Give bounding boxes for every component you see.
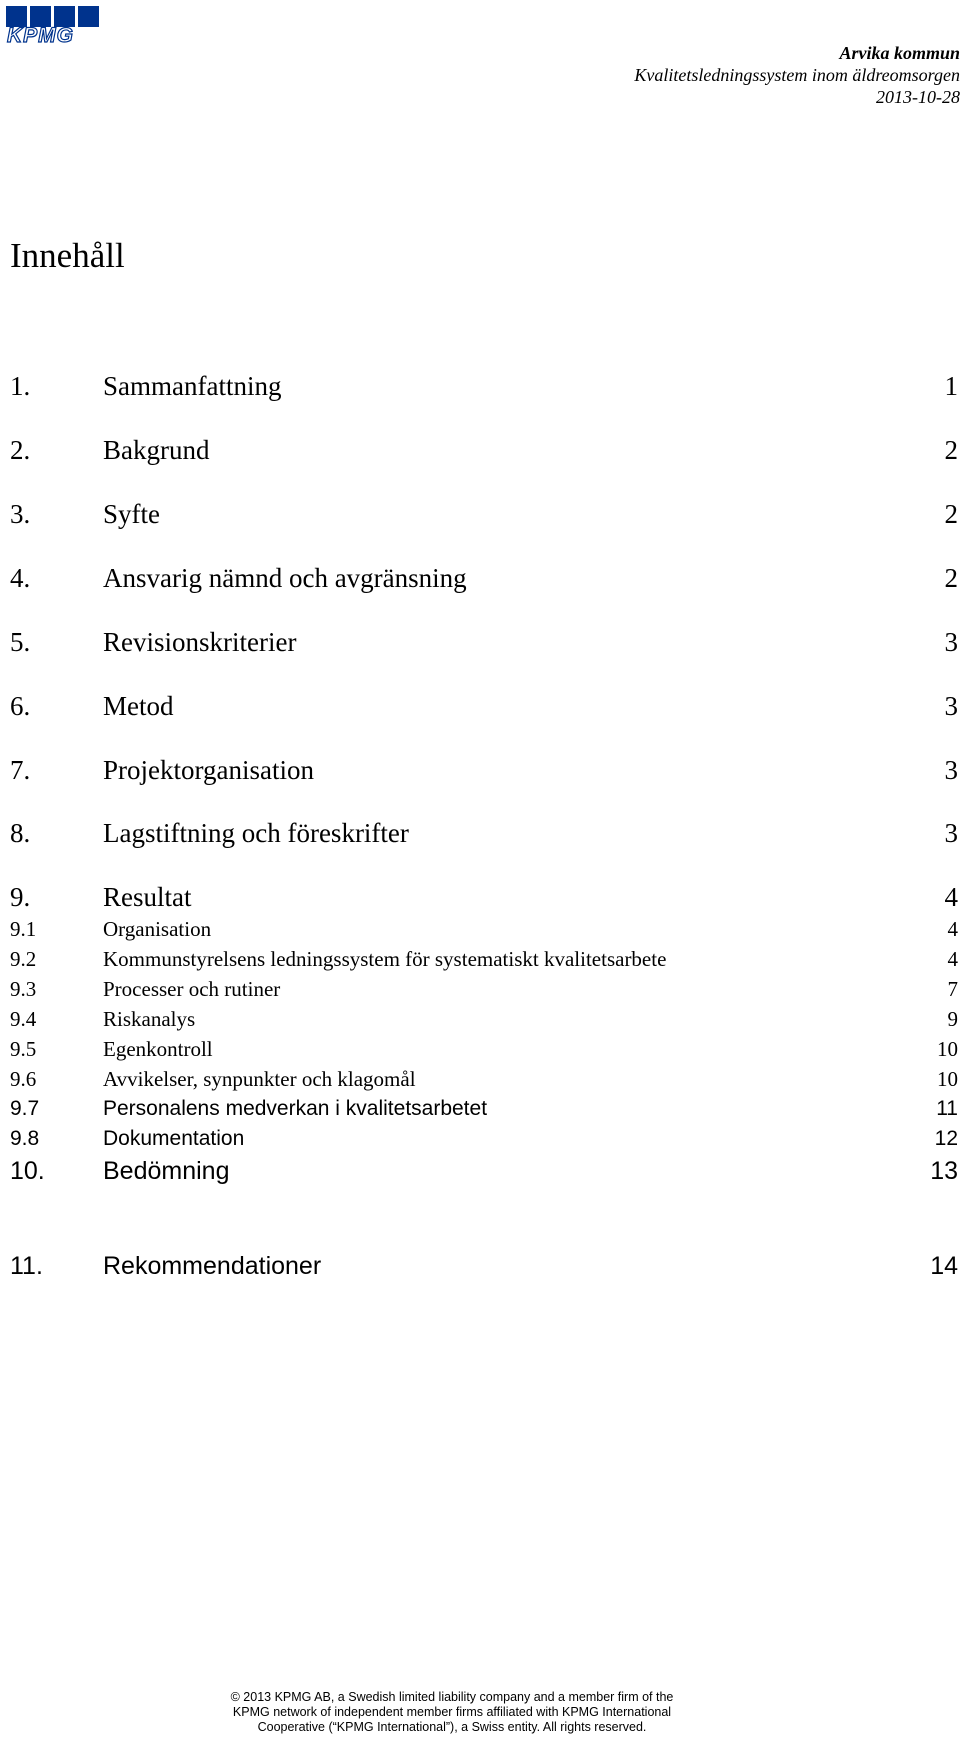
toc-entry-page: 10: [937, 1037, 958, 1061]
toc-entry-number: 9.2: [10, 947, 37, 971]
toc-entry-label: Avvikelser, synpunkter och klagomål: [103, 1067, 416, 1091]
toc-entry-page: 4: [947, 947, 958, 971]
toc-subentry[interactable]: [10, 1096, 960, 1126]
toc-entry-label: Processer och rutiner: [103, 977, 281, 1001]
toc-entry-number: 4.: [10, 563, 31, 593]
toc-subentry[interactable]: [10, 976, 960, 1006]
toc-entry-page: 2: [944, 563, 958, 593]
toc-entry-page: 13: [930, 1157, 958, 1185]
toc-entry-page: 4: [947, 917, 958, 941]
toc-entry-label: Rekommendationer: [103, 1252, 322, 1280]
toc-entry[interactable]: [10, 498, 960, 528]
toc-subentry[interactable]: [10, 916, 960, 946]
toc-entry-number: 9.5: [10, 1037, 37, 1061]
toc-entry-number: 5.: [10, 627, 31, 657]
kpmg-logo-graphic: [6, 6, 106, 44]
toc-entry[interactable]: [10, 626, 960, 656]
toc-entry[interactable]: [10, 434, 960, 464]
toc-entry-page: 10: [937, 1067, 958, 1091]
toc-entry-number: 8.: [10, 818, 31, 848]
toc-entry[interactable]: [10, 754, 960, 784]
toc-entry-label: Lagstiftning och föreskrifter: [103, 818, 409, 848]
toc-entry-page: 4: [944, 882, 958, 912]
toc-entry-page: 3: [944, 627, 958, 657]
toc-subentry[interactable]: [10, 1036, 960, 1066]
toc-entry-label: Metod: [103, 691, 174, 721]
toc-entry[interactable]: [10, 690, 960, 720]
toc-entry-number: 7.: [10, 755, 31, 785]
toc-entry-label: Resultat: [103, 882, 192, 912]
toc-entry-number: 1.: [10, 371, 31, 401]
toc-entry-label: Egenkontroll: [103, 1037, 213, 1061]
toc-entry-number: 9.7: [10, 1097, 40, 1120]
toc-subentry[interactable]: [10, 1066, 960, 1096]
toc-entry-page: 12: [934, 1127, 958, 1150]
toc-entry-page: 9: [947, 1007, 958, 1031]
toc-entry-page: 3: [944, 818, 958, 848]
footer-line: © 2013 KPMG AB, a Swedish limited liability company and a member firm of the: [230, 1690, 674, 1704]
toc-entry[interactable]: [10, 1156, 960, 1186]
header-organization: Arvika kommun: [839, 43, 960, 63]
toc-entry-label: Bakgrund: [103, 435, 210, 465]
toc-entry-label: Riskanalys: [103, 1007, 196, 1031]
toc-entry-label: Bedömning: [103, 1157, 230, 1185]
toc-title: Innehåll: [10, 236, 125, 275]
toc-subentry[interactable]: [10, 946, 960, 976]
toc-entry-number: 9.6: [10, 1067, 37, 1091]
footer-line: Cooperative (“KPMG International”), a Swiss entity. All rights reserved.: [257, 1720, 647, 1734]
toc-entry[interactable]: [10, 881, 960, 911]
toc-entry-number: 9.4: [10, 1007, 37, 1031]
toc-entry-page: 2: [944, 435, 958, 465]
toc-entry-label: Projektorganisation: [103, 755, 314, 785]
toc-entry-number: 9.3: [10, 977, 37, 1001]
toc-entry-number: 6.: [10, 691, 31, 721]
toc-entry-page: 3: [944, 755, 958, 785]
toc-entry[interactable]: [10, 562, 960, 592]
header-date: 2013-10-28: [876, 87, 960, 107]
toc-entry-label: Syfte: [103, 499, 160, 529]
toc-entry-page: 14: [930, 1252, 958, 1280]
toc-entry[interactable]: [10, 817, 960, 847]
toc-subentry[interactable]: [10, 1006, 960, 1036]
toc-entry-label: Dokumentation: [103, 1127, 245, 1150]
toc-entry-label: Sammanfattning: [103, 371, 282, 401]
toc-entry-number: 9.: [10, 882, 31, 912]
toc-entry[interactable]: [10, 370, 960, 400]
toc-entry-number: 9.8: [10, 1127, 40, 1150]
toc-entry-page: 2: [944, 499, 958, 529]
footer-line: KPMG network of independent member firms affiliated with KPMG International: [232, 1705, 672, 1719]
toc-entry-number: 2.: [10, 435, 31, 465]
toc-entry-number: 9.1: [10, 917, 37, 941]
toc-entry-label: Personalens medverkan i kvalitetsarbetet: [103, 1097, 488, 1120]
toc-entry-page: 1: [944, 371, 958, 401]
toc-entry-number: 10.: [10, 1157, 45, 1185]
toc-entry-page: 3: [944, 691, 958, 721]
toc-entry-page: 11: [936, 1097, 958, 1120]
kpmg-logo-text: KPMG: [7, 24, 74, 44]
toc-entry-label: Organisation: [103, 917, 212, 941]
header-document-title: Kvalitetsledningssystem inom äldreomsorgen: [634, 65, 960, 85]
copyright-footer: [205, 1690, 699, 1735]
toc-entry-page: 7: [947, 977, 958, 1001]
toc-entry[interactable]: [10, 1251, 960, 1281]
toc-entry-label: Revisionskriterier: [103, 627, 297, 657]
document-header: [460, 42, 960, 108]
toc-subentry[interactable]: [10, 1126, 960, 1156]
kpmg-logo: [6, 6, 106, 44]
toc-entry-label: Kommunstyrelsens ledningssystem för systematiskt kvalitetsarbete: [103, 947, 667, 971]
toc-entry-number: 11.: [10, 1252, 43, 1280]
toc-entry-label: Ansvarig nämnd och avgränsning: [103, 563, 467, 593]
toc-entry-number: 3.: [10, 499, 31, 529]
